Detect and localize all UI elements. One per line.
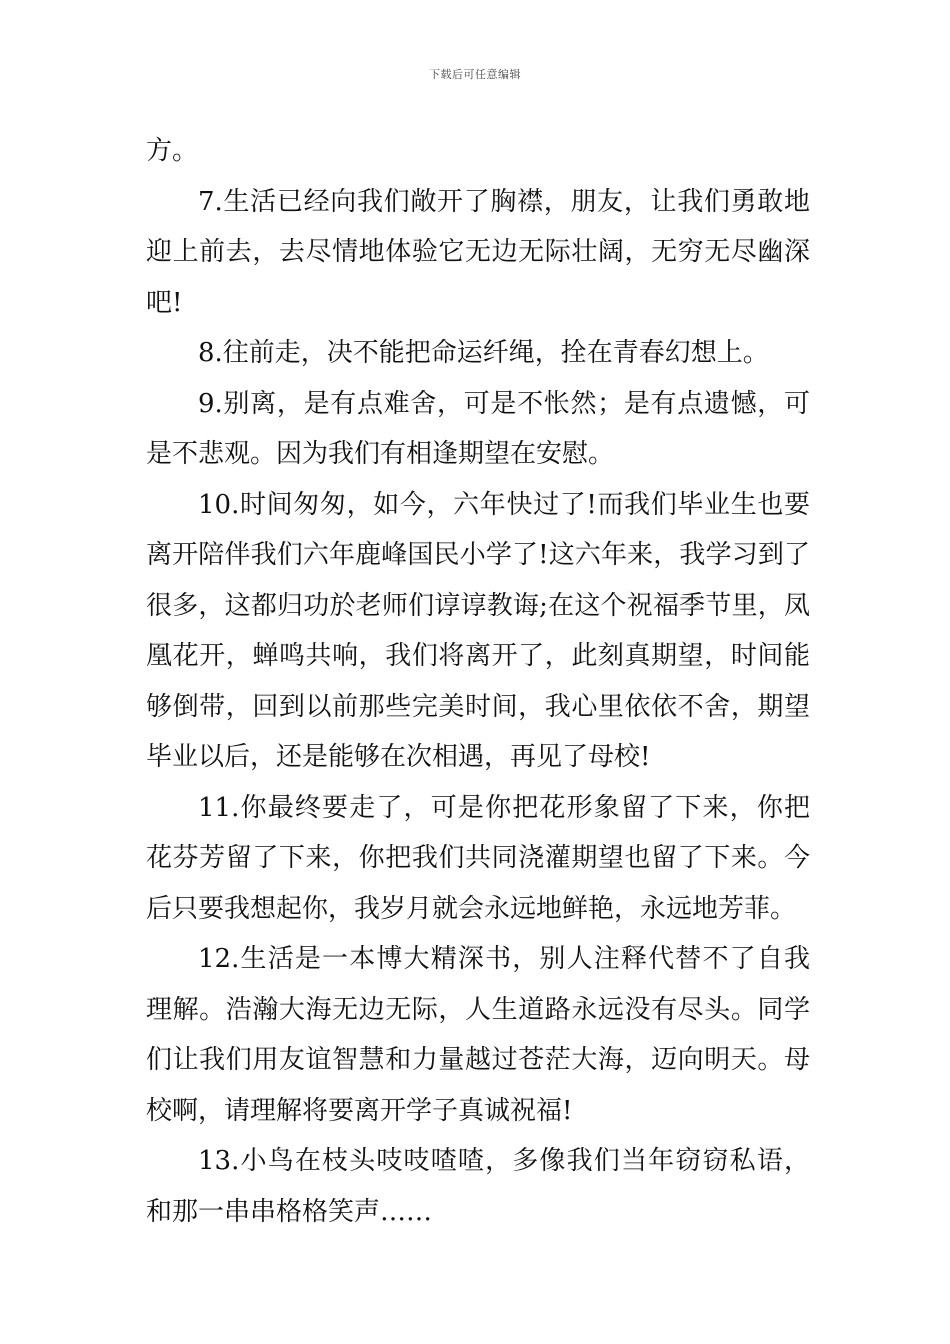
page-header: 下载后可任意编辑 — [429, 68, 521, 81]
document-body — [146, 126, 810, 1237]
paragraph-11: 11.你最终要走了，可是你把花形象留了下来，你把花芬芳留了下来，你把我们共同浇灌期望也留了下来。今后只要我想起你，我岁月就会永远地鲜艳，永远地芳菲。 — [146, 792, 810, 924]
paragraph-9: 9.别离，是有点难舍，可是不怅然；是有点遗憾，可是不悲观。因为我们有相逢期望在安慰。 — [146, 388, 810, 469]
paragraph-continuation: 方。 — [146, 136, 199, 166]
paragraph-13: 13.小鸟在枝头吱吱喳喳，多像我们当年窃窃私语，和那一串串格格笑声…… — [146, 1146, 810, 1227]
paragraph-12: 12.生活是一本博大精深书，别人注释代替不了自我理解。浩瀚大海无边无际，人生道路永远没有尽头。同学们让我们用友谊智慧和力量越过苍茫大海，迈向明天。母校啊，请理解将要离开学子真诚祝福! — [146, 944, 810, 1126]
paragraph-10: 10.时间匆匆，如今，六年快过了!而我们毕业生也要离开陪伴我们六年鹿峰国民小学了!这六年来，我学习到了很多，这都归功於老师们谆谆教诲;在这个祝福季节里，凤凰花开，蝉鸣共响，我们将离开了，此刻真期望，时间能够倒带，回到以前那些完美时间，我心里依依不舍，期望毕业以后，还是能够在次相遇，再见了母校! — [146, 489, 810, 772]
paragraph-8: 8.往前走，决不能把命运纤绳，拴在青春幻想上。 — [198, 338, 769, 368]
paragraph-7: 7.生活已经向我们敞开了胸襟，朋友，让我们勇敢地迎上前去，去尽情地体验它无边无际壮阔，无穷无尽幽深吧! — [146, 186, 810, 318]
